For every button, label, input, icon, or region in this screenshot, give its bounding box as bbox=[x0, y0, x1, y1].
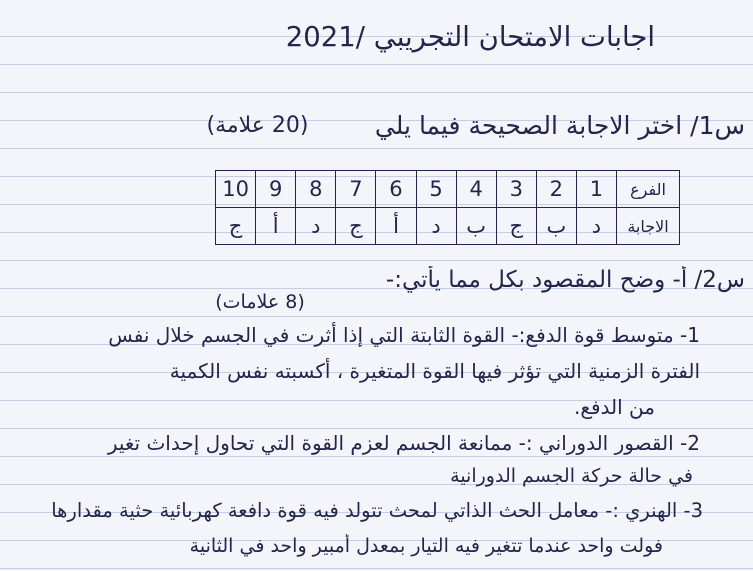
table-answer-cell: د bbox=[576, 208, 616, 245]
table-branch-cell: 7 bbox=[336, 171, 376, 208]
table-branch-cell: 4 bbox=[456, 171, 496, 208]
table-answer-cell: د bbox=[296, 208, 336, 245]
table-branch-cell: 10 bbox=[216, 171, 256, 208]
table-answer-cell: د bbox=[416, 208, 456, 245]
table-branch-cell: 2 bbox=[536, 171, 576, 208]
table-answer-cell: ج bbox=[336, 208, 376, 245]
question-2-heading: س2/ أ- وضح المقصود بكل مما يأتي:- bbox=[385, 267, 745, 293]
table-answer-label: الاجابة bbox=[617, 208, 680, 245]
table-branch-cell: 5 bbox=[416, 171, 456, 208]
table-answer-cell: أ bbox=[256, 208, 296, 245]
definition-1-line: من الدفع. bbox=[573, 395, 655, 419]
table-answer-cell: ج bbox=[496, 208, 536, 245]
definition-2-line: 2- القصور الدوراني :- ممانعة الجسم لعزم القوة التي تحاول إحداث تغير bbox=[107, 431, 700, 455]
table-branch-cell: 9 bbox=[256, 171, 296, 208]
table-branch-cell: 3 bbox=[496, 171, 536, 208]
question-1-heading: س1/ اختر الاجابة الصحيحة فيما يلي bbox=[374, 111, 745, 140]
answers-table bbox=[215, 170, 680, 245]
table-answer-cell: ج bbox=[216, 208, 256, 245]
table-answer-cell: أ bbox=[376, 208, 416, 245]
definition-1-line: 1- متوسط قوة الدفع:- القوة الثابتة التي إذا أثرت في الجسم خلال نفس bbox=[108, 323, 700, 347]
table-header-label: الفرع bbox=[617, 171, 680, 208]
question-2-marks: (8 علامات) bbox=[215, 291, 305, 313]
table-branch-row bbox=[216, 171, 680, 208]
table-answer-cell: ب bbox=[456, 208, 496, 245]
table-branch-cell: 8 bbox=[296, 171, 336, 208]
table-branch-cell: 1 bbox=[576, 171, 616, 208]
table-answer-row bbox=[216, 208, 680, 245]
question-1-marks: (20 علامة) bbox=[206, 113, 309, 138]
definition-2-line: في حالة حركة الجسم الدورانية bbox=[450, 465, 693, 487]
definition-3-line: فولت واحد عندما تتغير فيه التيار بمعدل أمبير واحد في الثانية bbox=[189, 535, 663, 557]
page-title: اجابات الامتحان التجريبي /2021 bbox=[285, 21, 655, 53]
table-answer-cell: ب bbox=[536, 208, 576, 245]
definition-1-line: الفترة الزمنية التي تؤثر فيها القوة المتغيرة ، أكسبته نفس الكمية bbox=[169, 359, 700, 383]
definition-3-line: 3- الهنري :- معامل الحث الذاتي لمحث تتولد فيه قوة دافعة كهربائية حثية مقدارها bbox=[51, 499, 703, 522]
table-branch-cell: 6 bbox=[376, 171, 416, 208]
